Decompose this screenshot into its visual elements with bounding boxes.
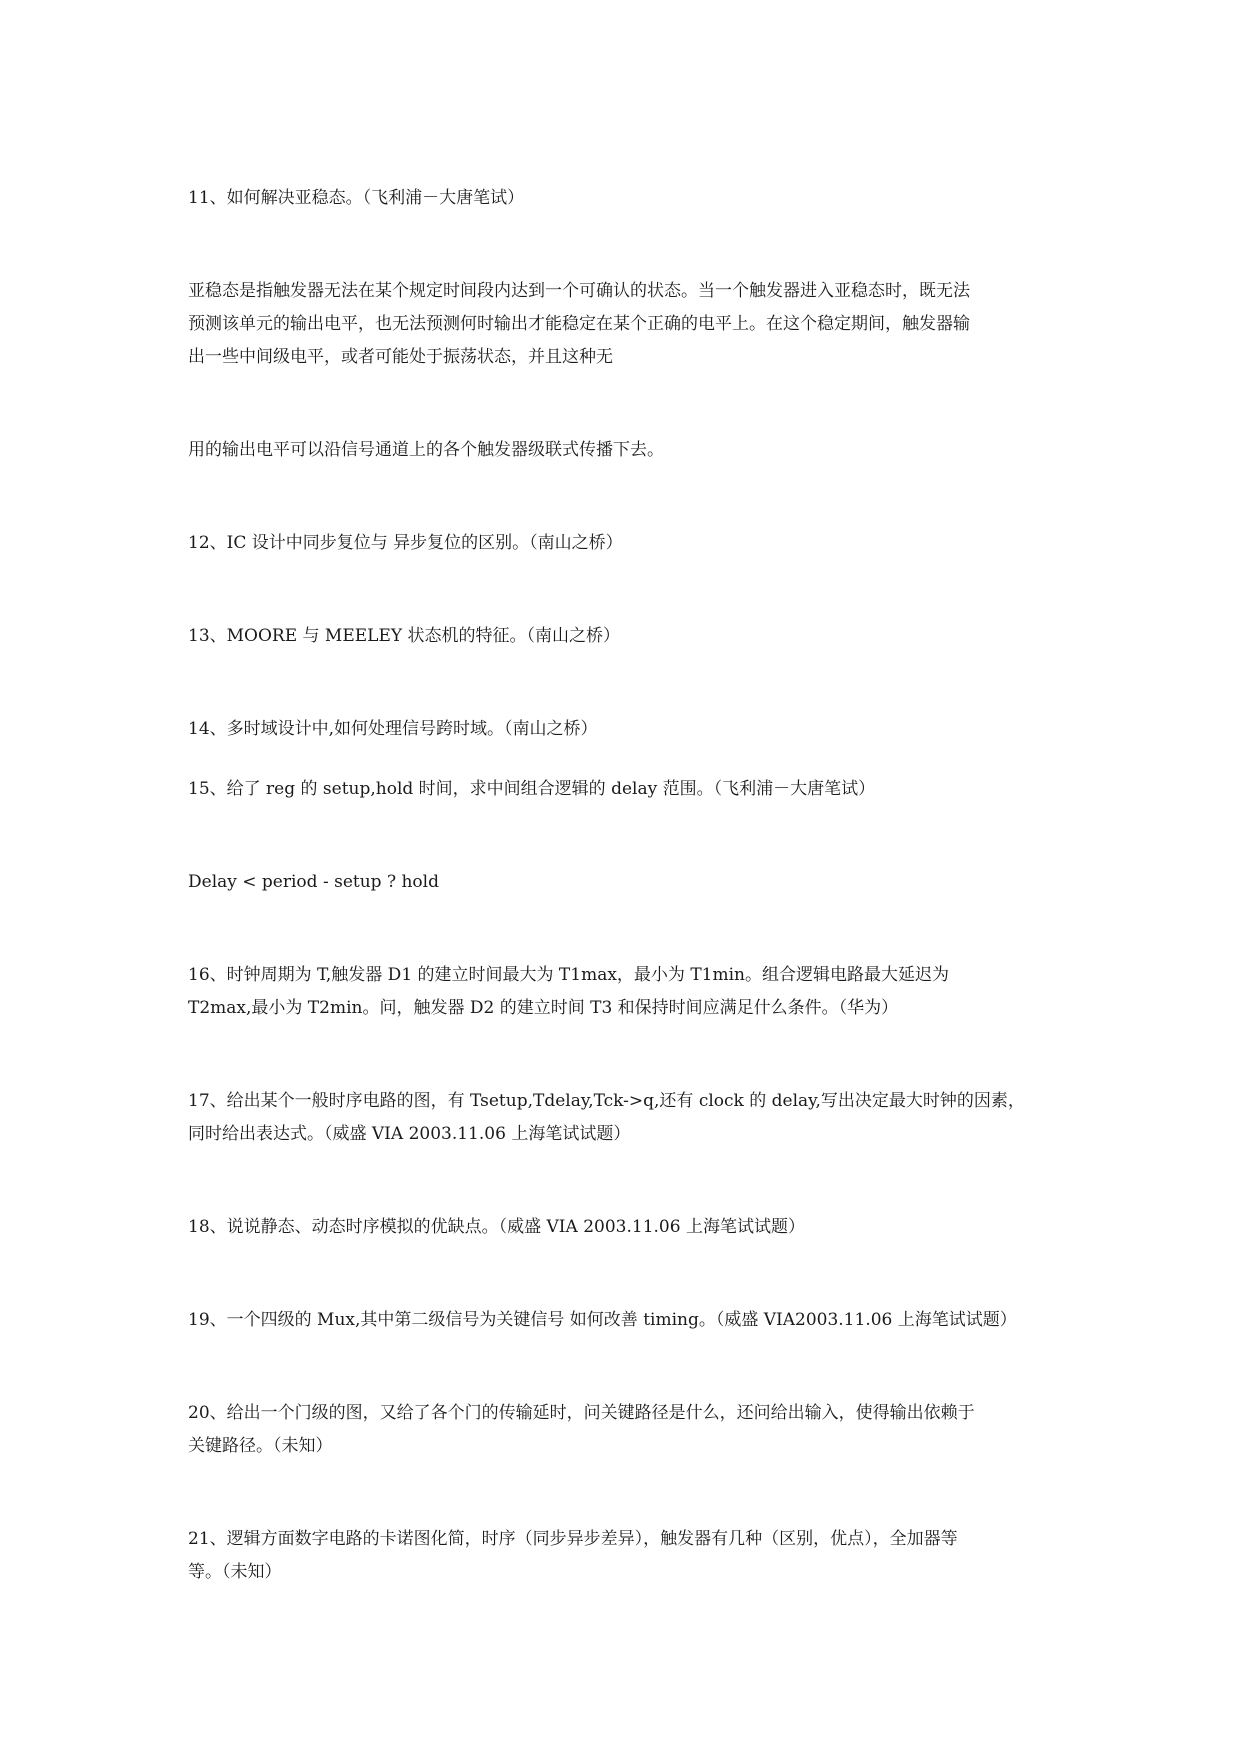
answer-11-line-4: 用的输出电平可以沿信号通道上的各个触发器级联式传播下去。 xyxy=(188,440,664,460)
answer-11-line-1: 亚稳态是指触发器无法在某个规定时间段内达到一个可确认的状态。当一个触发器进入亚稳态时，既无法 xyxy=(188,281,970,301)
question-11: 11、如何解决亚稳态。（飞利浦－大唐笔试） xyxy=(188,188,525,208)
question-21-line-1: 21、逻辑方面数字电路的卡诺图化简，时序（同步异步差异），触发器有几种（区别，优点），全加器等 xyxy=(188,1529,958,1549)
question-17-line-1: 17、给出某个一般时序电路的图，有 Tsetup,Tdelay,Tck->q,还有 clock 的 delay,写出决定最大时钟的因素， xyxy=(188,1091,1025,1111)
question-20-line-2: 关键路径。（未知） xyxy=(188,1436,333,1456)
answer-11-paragraph xyxy=(188,275,1068,374)
question-21 xyxy=(188,1523,1068,1589)
question-15: 15、给了 reg 的 setup,hold 时间，求中间组合逻辑的 delay 范围。（飞利浦－大唐笔试） xyxy=(188,779,876,799)
question-17-line-2: 同时给出表达式。（威盛 VIA 2003.11.06 上海笔试试题） xyxy=(188,1124,631,1144)
answer-15: Delay < period - setup ? hold xyxy=(188,872,439,892)
question-17 xyxy=(188,1085,1068,1151)
question-16-line-1: 16、时钟周期为 T,触发器 D1 的建立时间最大为 T1max，最小为 T1min。组合逻辑电路最大延迟为 xyxy=(188,965,949,985)
question-18: 18、说说静态、动态时序模拟的优缺点。（威盛 VIA 2003.11.06 上海笔试试题） xyxy=(188,1217,805,1237)
question-14: 14、多时域设计中,如何处理信号跨时域。（南山之桥） xyxy=(188,719,598,739)
question-21-line-2: 等。（未知） xyxy=(188,1562,282,1582)
question-20-line-1: 20、给出一个门级的图，又给了各个门的传输延时，问关键路径是什么，还问给出输入，使得输出依赖于 xyxy=(188,1403,975,1423)
question-13: 13、MOORE 与 MEELEY 状态机的特征。（南山之桥） xyxy=(188,626,620,646)
question-12: 12、IC 设计中同步复位与 异步复位的区别。（南山之桥） xyxy=(188,533,623,553)
answer-11-line-3: 出一些中间级电平，或者可能处于振荡状态，并且这种无 xyxy=(188,347,613,367)
answer-11-line-2: 预测该单元的输出电平，也无法预测何时输出才能稳定在某个正确的电平上。在这个稳定期间，触发器输 xyxy=(188,314,970,334)
question-16 xyxy=(188,959,1068,1025)
question-19: 19、一个四级的 Mux,其中第二级信号为关键信号 如何改善 timing。（威盛 VIA2003.11.06 上海笔试试题） xyxy=(188,1310,1017,1330)
question-16-line-2: T2max,最小为 T2min。问，触发器 D2 的建立时间 T3 和保持时间应满足什么条件。（华为） xyxy=(188,998,899,1018)
question-20 xyxy=(188,1397,1068,1463)
